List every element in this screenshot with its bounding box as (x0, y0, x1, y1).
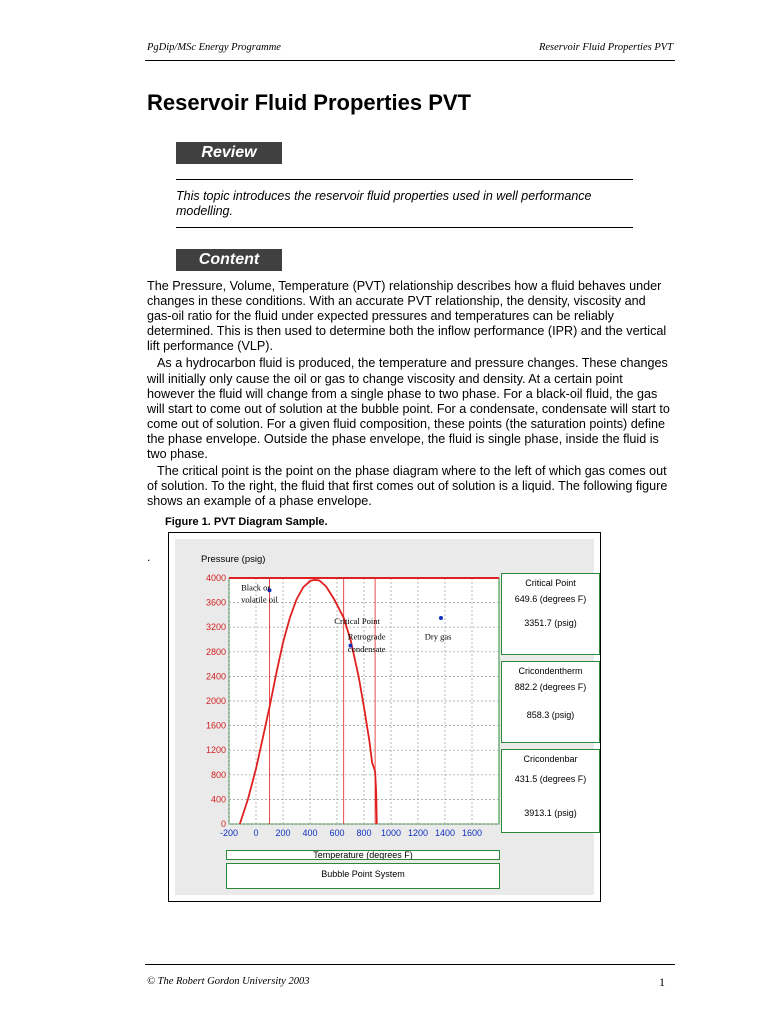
y-tick-label: 4000 (205, 573, 226, 583)
y-tick-label: 0 (220, 819, 226, 829)
cricondenbar-panel (501, 749, 600, 833)
pvt-figure (168, 532, 601, 902)
chart-annotation: Critical Point (334, 616, 380, 627)
y-tick-label: 800 (210, 769, 226, 780)
footer-rule (145, 964, 675, 965)
review-rule-top (176, 179, 633, 180)
bubble-point-box (226, 863, 500, 889)
cricondenbar-pres: 3913.1 (psig) (524, 808, 577, 818)
critical-point-temp: 649.6 (degrees F) (514, 594, 587, 604)
x-axis-title: Temperature (degrees F) (313, 850, 413, 860)
chart-annotation: Retrograde (347, 631, 386, 642)
critical-point-title: Critical Point (525, 578, 576, 588)
leading-mark: . (147, 550, 151, 564)
y-axis-title: Pressure (psig) (201, 554, 266, 565)
cricondentherm-title: Cricondentherm (518, 666, 583, 676)
y-tick-label: 3600 (205, 597, 226, 608)
figure-canvas (175, 539, 594, 895)
x-tick-label: 0 (253, 828, 259, 838)
x-tick-label: 600 (329, 828, 345, 838)
x-tick-label: 1400 (434, 828, 456, 838)
content-body (147, 279, 672, 511)
x-tick-label: 200 (275, 828, 291, 838)
review-text: This topic introduces the reservoir fluid properties used in well performance modelling. (176, 189, 592, 218)
header-left: PgDip/MSc Energy Programme (147, 42, 281, 53)
paragraph-2: As a hydrocarbon fluid is produced, the temperature and pressure changes. These changes will initially only cause the oil or gas to change viscosity and density. At a certain point however the fluid will change from a single phase to two phase. For a black-oil fluid, the gas will start to come out of solution at the bubble point. For a condensate, condensate will start to come out of solution. For a given fluid composition, these points (the saturation points) define the phase envelope. Outside the phase envelope, the fluid is single phase, inside the fluid is two phase. (147, 356, 670, 462)
y-tick-label: 2000 (205, 696, 226, 706)
header-rule (145, 60, 675, 61)
y-tick-label: 1200 (205, 745, 226, 756)
fluid-marker (439, 616, 443, 620)
paragraph-3: The critical point is the point on the phase diagram where to the left of which gas comes out of solution. To the right, the fluid that first comes out of solution is a liquid. The following figure shows an example of a phase envelope. (147, 464, 668, 509)
bubble-point-label: Bubble Point System (321, 869, 405, 879)
footer-copyright: © The Robert Gordon University 2003 (147, 976, 310, 987)
review-rule-bottom (176, 227, 633, 228)
x-tick-label: 800 (356, 828, 372, 838)
content-heading: Content (176, 249, 282, 271)
x-tick-label: 1200 (407, 828, 429, 838)
chart-annotation: Dry gas (424, 631, 452, 642)
y-tick-label: 400 (210, 794, 226, 805)
review-heading: Review (176, 142, 282, 164)
chart-annotation: Black or (241, 582, 271, 593)
y-tick-label: 3200 (205, 622, 226, 633)
paragraph-1: The Pressure, Volume, Temperature (PVT) relationship describes how a fluid behaves under changes in these conditions. With an accurate PVT relationship, the density, viscosity and gas-oil ratio for the fluid under expected pressures and temperatures can be reliably determined. This is then used to determine both the inflow performance (IPR) and the vertical lift performance (VLP). (147, 279, 667, 354)
page-number: 1 (659, 975, 665, 989)
y-tick-label: 1600 (205, 720, 226, 731)
cricondentherm-temp: 882.2 (degrees F) (514, 682, 587, 692)
page-title: Reservoir Fluid Properties PVT (147, 90, 471, 115)
cricondentherm-panel (501, 661, 600, 743)
cricondenbar-title: Cricondenbar (523, 754, 578, 764)
critical-point-panel (501, 573, 600, 655)
x-tick-label: 1000 (380, 828, 402, 838)
critical-point-pres: 3351.7 (psig) (524, 618, 577, 628)
temperature-bar (226, 850, 500, 860)
cricondenbar-temp: 431.5 (degrees F) (514, 774, 587, 784)
figure-caption: Figure 1. PVT Diagram Sample. (165, 516, 328, 528)
chart-annotation: volatile oil (241, 594, 278, 605)
y-tick-label: 2800 (205, 646, 226, 657)
y-tick-label: 2400 (205, 671, 226, 682)
chart-annotation: condensate (347, 643, 386, 654)
x-tick-label: 400 (302, 828, 318, 838)
cricondentherm-pres: 858.3 (psig) (526, 710, 575, 720)
x-tick-label: 1600 (461, 828, 483, 838)
x-tick-label: -200 (219, 828, 239, 838)
header-right: Reservoir Fluid Properties PVT (538, 42, 673, 53)
